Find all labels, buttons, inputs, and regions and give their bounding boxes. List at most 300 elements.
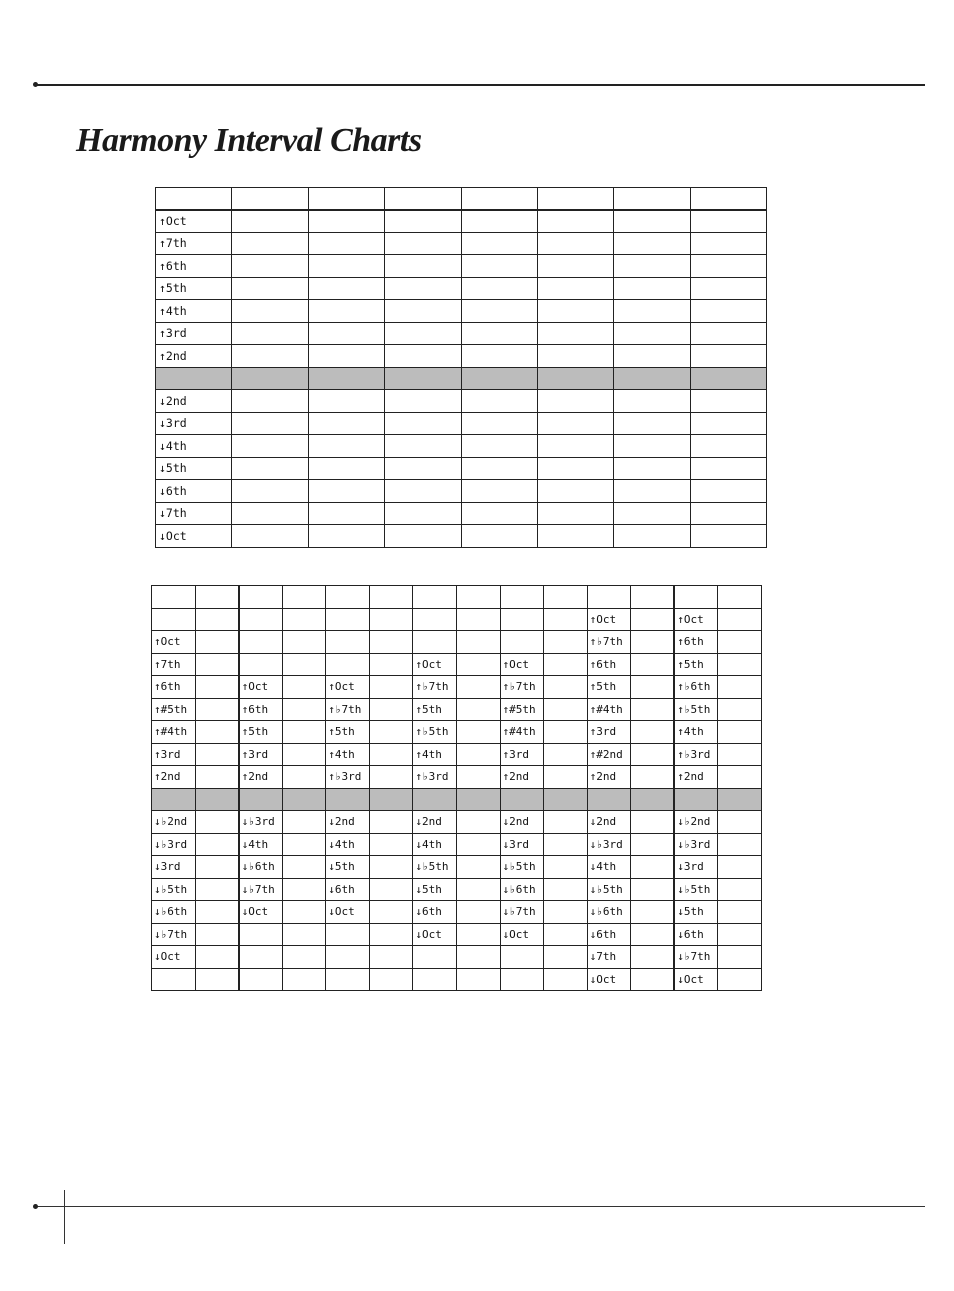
chart2-interval-cell <box>500 608 544 631</box>
chart1-cell <box>690 412 766 435</box>
chart2-interval-cell <box>282 631 326 654</box>
chart2-interval-cell <box>718 901 762 924</box>
chart1-cell <box>690 300 766 323</box>
chart2-row <box>152 878 762 901</box>
chart2-interval-cell <box>456 968 500 991</box>
chart1-cell <box>690 322 766 345</box>
chart2-row <box>152 811 762 834</box>
chart2-interval-cell: ↓2nd <box>500 811 544 834</box>
chart2-interval-cell <box>369 788 413 811</box>
chart2-interval-cell <box>631 946 675 969</box>
chart2-interval-cell <box>456 923 500 946</box>
chart2-interval-cell <box>544 878 588 901</box>
chart2-interval-cell <box>544 901 588 924</box>
chart2-interval-cell <box>195 788 239 811</box>
chart2-interval-cell: ↑5th <box>413 698 457 721</box>
chart1-cell <box>690 210 766 233</box>
chart1-cell <box>690 232 766 255</box>
chart2-interval-cell <box>282 856 326 879</box>
chart2-interval-cell <box>544 833 588 856</box>
chart2-interval-cell <box>282 586 326 609</box>
chart2-interval-cell: ↑5th <box>674 653 718 676</box>
chart1-cell <box>690 457 766 480</box>
chart2-interval-cell: ↓Oct <box>674 968 718 991</box>
chart2-interval-cell <box>718 676 762 699</box>
chart2-interval-cell <box>326 586 370 609</box>
chart2-interval-cell: ↑Oct <box>587 608 631 631</box>
chart2-interval-cell <box>718 946 762 969</box>
chart1-row <box>156 210 767 233</box>
chart2-interval-cell <box>544 923 588 946</box>
chart2-interval-cell: ↑#4th <box>152 721 196 744</box>
chart2-interval-cell: ↓♭6th <box>239 856 283 879</box>
chart2-interval-cell <box>195 676 239 699</box>
chart1-row <box>156 232 767 255</box>
chart2-interval-cell <box>500 968 544 991</box>
chart2-row <box>152 631 762 654</box>
chart1-cell <box>232 300 308 323</box>
chart2-interval-cell: ↓Oct <box>152 946 196 969</box>
chart2-interval-cell: ↑2nd <box>500 766 544 789</box>
chart2-interval-cell <box>195 721 239 744</box>
chart2-interval-cell: ↑6th <box>239 698 283 721</box>
chart2-interval-cell <box>456 653 500 676</box>
chart2-interval-cell: ↑5th <box>587 676 631 699</box>
chart2-interval-cell <box>195 923 239 946</box>
chart2-interval-cell: ↑Oct <box>326 676 370 699</box>
chart2-interval-cell <box>544 856 588 879</box>
chart2-row <box>152 743 762 766</box>
chart1-interval-label: ↓3rd <box>156 412 232 435</box>
chart2-row <box>152 721 762 744</box>
chart2-row <box>152 608 762 631</box>
chart1-cell <box>614 525 690 548</box>
chart2-interval-cell <box>282 968 326 991</box>
chart1-cell <box>308 188 384 210</box>
chart1-cell <box>690 277 766 300</box>
chart2-interval-cell <box>544 608 588 631</box>
chart1-cell <box>232 480 308 503</box>
chart1-cell <box>614 502 690 525</box>
chart2-row <box>152 833 762 856</box>
chart2-interval-cell: ↑#5th <box>152 698 196 721</box>
chart2-interval-cell <box>369 923 413 946</box>
chart2-interval-cell: ↑2nd <box>674 766 718 789</box>
chart1-interval-label: ↓4th <box>156 435 232 458</box>
chart1-cell <box>461 345 537 368</box>
chart2-interval-cell <box>631 811 675 834</box>
chart2-interval-cell <box>544 811 588 834</box>
chart2-interval-cell <box>718 721 762 744</box>
chart1-interval-label: ↓6th <box>156 480 232 503</box>
page-title: Harmony Interval Charts <box>76 122 422 159</box>
chart2-interval-cell <box>718 631 762 654</box>
chart2-interval-cell <box>631 833 675 856</box>
chart1-row <box>156 412 767 435</box>
chart1-row <box>156 390 767 413</box>
chart2-interval-cell: ↓7th <box>587 946 631 969</box>
chart1-cell <box>461 457 537 480</box>
chart2-interval-cell <box>718 698 762 721</box>
chart1-cell <box>385 345 461 368</box>
bottom-rule <box>36 1206 925 1207</box>
chart2-interval-cell <box>587 586 631 609</box>
chart2-interval-cell: ↑#4th <box>500 721 544 744</box>
chart2-interval-cell: ↓♭5th <box>587 878 631 901</box>
chart2-interval-cell <box>631 743 675 766</box>
chart2-interval-cell: ↑5th <box>239 721 283 744</box>
chart2-interval-cell: ↑6th <box>674 631 718 654</box>
chart1-cell <box>308 457 384 480</box>
chart2-interval-cell: ↓♭7th <box>239 878 283 901</box>
chart2-interval-cell: ↑3rd <box>587 721 631 744</box>
chart2-row <box>152 968 762 991</box>
chart2-interval-cell <box>369 968 413 991</box>
chart2-interval-cell <box>282 901 326 924</box>
chart1-cell <box>537 300 613 323</box>
chart2-row <box>152 901 762 924</box>
chart1-cell <box>690 188 766 210</box>
chart2-interval-cell <box>239 653 283 676</box>
chart1-cell <box>232 210 308 233</box>
chart1-row <box>156 457 767 480</box>
harmony-interval-chart-blank <box>155 187 767 548</box>
chart1-cell <box>232 277 308 300</box>
chart2-interval-cell <box>631 878 675 901</box>
chart2-interval-cell: ↑♭3rd <box>674 743 718 766</box>
chart2-interval-cell <box>631 721 675 744</box>
chart1-cell <box>461 390 537 413</box>
chart1-cell <box>461 502 537 525</box>
chart2-interval-cell: ↑Oct <box>500 653 544 676</box>
chart1-interval-label: ↓5th <box>156 457 232 480</box>
chart2-interval-cell <box>195 811 239 834</box>
chart2-interval-cell: ↓♭6th <box>500 878 544 901</box>
chart2-interval-cell <box>282 676 326 699</box>
chart2-interval-cell <box>195 946 239 969</box>
chart1-cell <box>232 232 308 255</box>
chart2-row <box>152 946 762 969</box>
chart1-cell <box>308 390 384 413</box>
chart1-cell <box>537 457 613 480</box>
chart2-interval-cell: ↑#4th <box>587 698 631 721</box>
chart2-interval-cell <box>239 946 283 969</box>
chart2-interval-cell: ↓5th <box>326 856 370 879</box>
top-rule-dot <box>33 82 38 87</box>
chart2-interval-cell <box>369 631 413 654</box>
chart2-interval-cell: ↓2nd <box>326 811 370 834</box>
chart2-interval-cell <box>152 788 196 811</box>
chart2-interval-cell <box>369 608 413 631</box>
chart2-interval-cell: ↓♭3rd <box>239 811 283 834</box>
chart2-interval-cell <box>631 856 675 879</box>
chart2-interval-cell <box>369 878 413 901</box>
chart1-cell <box>461 210 537 233</box>
chart2-interval-cell <box>544 766 588 789</box>
chart2-interval-cell <box>195 766 239 789</box>
chart2-interval-cell: ↑7th <box>152 653 196 676</box>
chart2-interval-cell <box>413 968 457 991</box>
chart2-interval-cell <box>152 586 196 609</box>
chart2-interval-cell: ↓Oct <box>587 968 631 991</box>
chart2-interval-cell <box>195 608 239 631</box>
chart2-interval-cell: ↑#2nd <box>587 743 631 766</box>
chart2-interval-cell <box>239 968 283 991</box>
chart2-interval-cell: ↓♭3rd <box>152 833 196 856</box>
chart1-interval-label: ↑7th <box>156 232 232 255</box>
chart1-interval-label: ↓7th <box>156 502 232 525</box>
chart2-interval-cell: ↑6th <box>587 653 631 676</box>
chart1-interval-label: ↑5th <box>156 277 232 300</box>
chart1-cell <box>614 188 690 210</box>
chart1-cell <box>232 345 308 368</box>
chart1-cell <box>232 525 308 548</box>
chart2-row <box>152 923 762 946</box>
chart2-interval-cell <box>456 833 500 856</box>
chart2-interval-cell <box>195 698 239 721</box>
chart2-interval-cell: ↓Oct <box>500 923 544 946</box>
chart1-interval-label: ↓2nd <box>156 390 232 413</box>
chart2-interval-cell: ↓3rd <box>152 856 196 879</box>
chart2-interval-cell <box>718 811 762 834</box>
chart2-interval-cell <box>456 631 500 654</box>
chart2-row <box>152 766 762 789</box>
chart1-cell <box>690 345 766 368</box>
chart1-cell <box>232 322 308 345</box>
chart2-interval-cell: ↓6th <box>674 923 718 946</box>
chart1-cell <box>308 480 384 503</box>
chart1-cell <box>690 480 766 503</box>
chart1-row <box>156 255 767 278</box>
chart1-cell <box>385 210 461 233</box>
chart1-cell <box>308 502 384 525</box>
chart1-interval-label <box>156 188 232 210</box>
chart2-interval-cell <box>195 968 239 991</box>
chart2-interval-cell: ↑4th <box>674 721 718 744</box>
chart2-interval-cell <box>326 968 370 991</box>
chart1-cell <box>385 457 461 480</box>
chart2-interval-cell <box>456 743 500 766</box>
chart2-interval-cell: ↓4th <box>326 833 370 856</box>
chart2-interval-cell <box>369 833 413 856</box>
chart2-interval-cell <box>326 608 370 631</box>
chart2-interval-cell <box>631 631 675 654</box>
chart1-cell <box>614 367 690 390</box>
chart2-interval-cell <box>718 788 762 811</box>
chart2-interval-cell <box>195 878 239 901</box>
chart1-cell <box>461 277 537 300</box>
chart1-cell <box>690 255 766 278</box>
chart2-interval-cell <box>239 608 283 631</box>
chart2-interval-cell <box>282 923 326 946</box>
chart2-interval-cell: ↓♭2nd <box>674 811 718 834</box>
chart2-interval-cell <box>369 766 413 789</box>
chart2-interval-cell <box>631 653 675 676</box>
chart2-interval-cell: ↓♭7th <box>500 901 544 924</box>
chart2-interval-cell <box>152 968 196 991</box>
chart2-interval-cell: ↓Oct <box>239 901 283 924</box>
chart2-interval-cell <box>718 856 762 879</box>
chart2-interval-cell: ↓♭2nd <box>152 811 196 834</box>
chart2-interval-cell <box>631 901 675 924</box>
chart2-interval-cell <box>282 698 326 721</box>
chart1-cell <box>308 210 384 233</box>
chart1-cell <box>614 457 690 480</box>
chart2-interval-cell <box>500 946 544 969</box>
chart2-row <box>152 676 762 699</box>
chart2-interval-cell <box>500 631 544 654</box>
chart1-cell <box>537 367 613 390</box>
chart2-interval-cell: ↓6th <box>413 901 457 924</box>
chart2-interval-cell <box>631 968 675 991</box>
chart2-interval-cell <box>631 698 675 721</box>
chart1-cell <box>308 412 384 435</box>
chart2-interval-cell: ↑3rd <box>152 743 196 766</box>
chart1-cell <box>232 412 308 435</box>
chart2-interval-cell <box>239 788 283 811</box>
chart2-interval-cell <box>456 698 500 721</box>
chart2-interval-cell <box>631 608 675 631</box>
chart2-interval-cell: ↓♭5th <box>413 856 457 879</box>
chart1-cell <box>537 502 613 525</box>
chart2-interval-cell <box>718 653 762 676</box>
chart1-cell <box>232 457 308 480</box>
chart2-interval-cell <box>282 811 326 834</box>
chart2-interval-cell: ↑Oct <box>239 676 283 699</box>
chart1-cell <box>308 345 384 368</box>
chart2-interval-cell <box>718 923 762 946</box>
bottom-rule-dot <box>33 1204 38 1209</box>
chart2-interval-cell <box>456 878 500 901</box>
chart1-cell <box>385 188 461 210</box>
chart2-interval-cell <box>326 631 370 654</box>
chart2-interval-cell <box>369 856 413 879</box>
chart2-interval-cell <box>674 788 718 811</box>
chart2-interval-cell <box>195 653 239 676</box>
chart1-cell <box>537 188 613 210</box>
chart2-interval-cell <box>631 788 675 811</box>
top-rule <box>36 84 925 86</box>
chart2-interval-cell: ↑♭6th <box>674 676 718 699</box>
chart2-interval-cell <box>326 653 370 676</box>
chart2-interval-cell <box>631 923 675 946</box>
chart2-interval-cell: ↓♭7th <box>152 923 196 946</box>
chart2-interval-cell <box>282 766 326 789</box>
chart2-interval-cell <box>326 788 370 811</box>
chart2-interval-cell: ↑6th <box>152 676 196 699</box>
chart1-interval-label: ↑6th <box>156 255 232 278</box>
chart2-interval-cell <box>544 788 588 811</box>
chart1-cell <box>385 255 461 278</box>
chart2-interval-cell: ↑5th <box>326 721 370 744</box>
chart2-interval-cell <box>369 721 413 744</box>
chart2-interval-cell <box>413 631 457 654</box>
chart2-interval-cell <box>413 586 457 609</box>
chart2-interval-cell <box>587 788 631 811</box>
chart2-row <box>152 586 762 609</box>
chart2-interval-cell <box>718 766 762 789</box>
chart1-cell <box>308 300 384 323</box>
chart1-cell <box>614 435 690 458</box>
chart2-interval-cell <box>326 923 370 946</box>
chart2-interval-cell: ↓♭3rd <box>587 833 631 856</box>
chart2-interval-cell <box>631 586 675 609</box>
chart2-interval-cell <box>282 878 326 901</box>
chart2-interval-cell <box>544 676 588 699</box>
chart1-cell <box>614 232 690 255</box>
chart1-cell <box>461 412 537 435</box>
chart2-interval-cell <box>718 743 762 766</box>
chart2-interval-cell: ↓♭7th <box>674 946 718 969</box>
chart2-interval-cell: ↓2nd <box>587 811 631 834</box>
chart1-row <box>156 480 767 503</box>
chart2-interval-cell: ↓6th <box>587 923 631 946</box>
chart1-cell <box>614 390 690 413</box>
chart2-interval-cell: ↑♭5th <box>674 698 718 721</box>
chart1-cell <box>232 435 308 458</box>
chart1-cell <box>461 232 537 255</box>
chart2-interval-cell <box>195 631 239 654</box>
chart1-cell <box>308 255 384 278</box>
chart2-row <box>152 856 762 879</box>
chart2-interval-cell <box>369 586 413 609</box>
chart2-interval-cell <box>456 608 500 631</box>
chart2-interval-cell: ↑♭3rd <box>326 766 370 789</box>
chart1-row <box>156 277 767 300</box>
chart2-interval-cell <box>718 586 762 609</box>
chart2-interval-cell: ↓3rd <box>500 833 544 856</box>
chart2-interval-cell: ↑Oct <box>413 653 457 676</box>
chart2-interval-cell <box>631 766 675 789</box>
chart1-cell <box>461 188 537 210</box>
chart2-interval-cell: ↓4th <box>587 856 631 879</box>
chart2-interval-cell: ↓4th <box>413 833 457 856</box>
chart2-interval-cell <box>631 676 675 699</box>
harmony-interval-chart-filled <box>151 585 762 991</box>
chart1-cell <box>232 502 308 525</box>
chart2-interval-cell <box>152 608 196 631</box>
chart2-interval-cell <box>544 721 588 744</box>
chart2-interval-cell <box>195 586 239 609</box>
chart1-cell <box>308 367 384 390</box>
chart2-interval-cell: ↑3rd <box>500 743 544 766</box>
chart2-interval-cell <box>544 968 588 991</box>
chart1-cell <box>614 300 690 323</box>
chart1-cell <box>308 277 384 300</box>
chart2-interval-cell <box>369 743 413 766</box>
chart1-cell <box>461 480 537 503</box>
chart1-cell <box>614 210 690 233</box>
chart2-interval-cell <box>500 788 544 811</box>
chart2-interval-cell: ↓♭6th <box>587 901 631 924</box>
chart2-row <box>152 653 762 676</box>
chart2-interval-cell <box>282 721 326 744</box>
chart1-cell <box>461 255 537 278</box>
chart1-cell <box>461 300 537 323</box>
chart2-interval-cell: ↑♭7th <box>500 676 544 699</box>
chart1-row <box>156 525 767 548</box>
chart2-interval-cell <box>456 811 500 834</box>
chart1-cell <box>537 210 613 233</box>
chart2-interval-cell: ↑♭7th <box>326 698 370 721</box>
chart2-interval-cell <box>369 901 413 924</box>
chart2-interval-cell <box>195 901 239 924</box>
chart2-interval-cell <box>326 946 370 969</box>
chart2-interval-cell: ↓5th <box>674 901 718 924</box>
chart2-interval-cell <box>369 676 413 699</box>
chart2-interval-cell <box>718 968 762 991</box>
chart1-interval-label: ↓Oct <box>156 525 232 548</box>
